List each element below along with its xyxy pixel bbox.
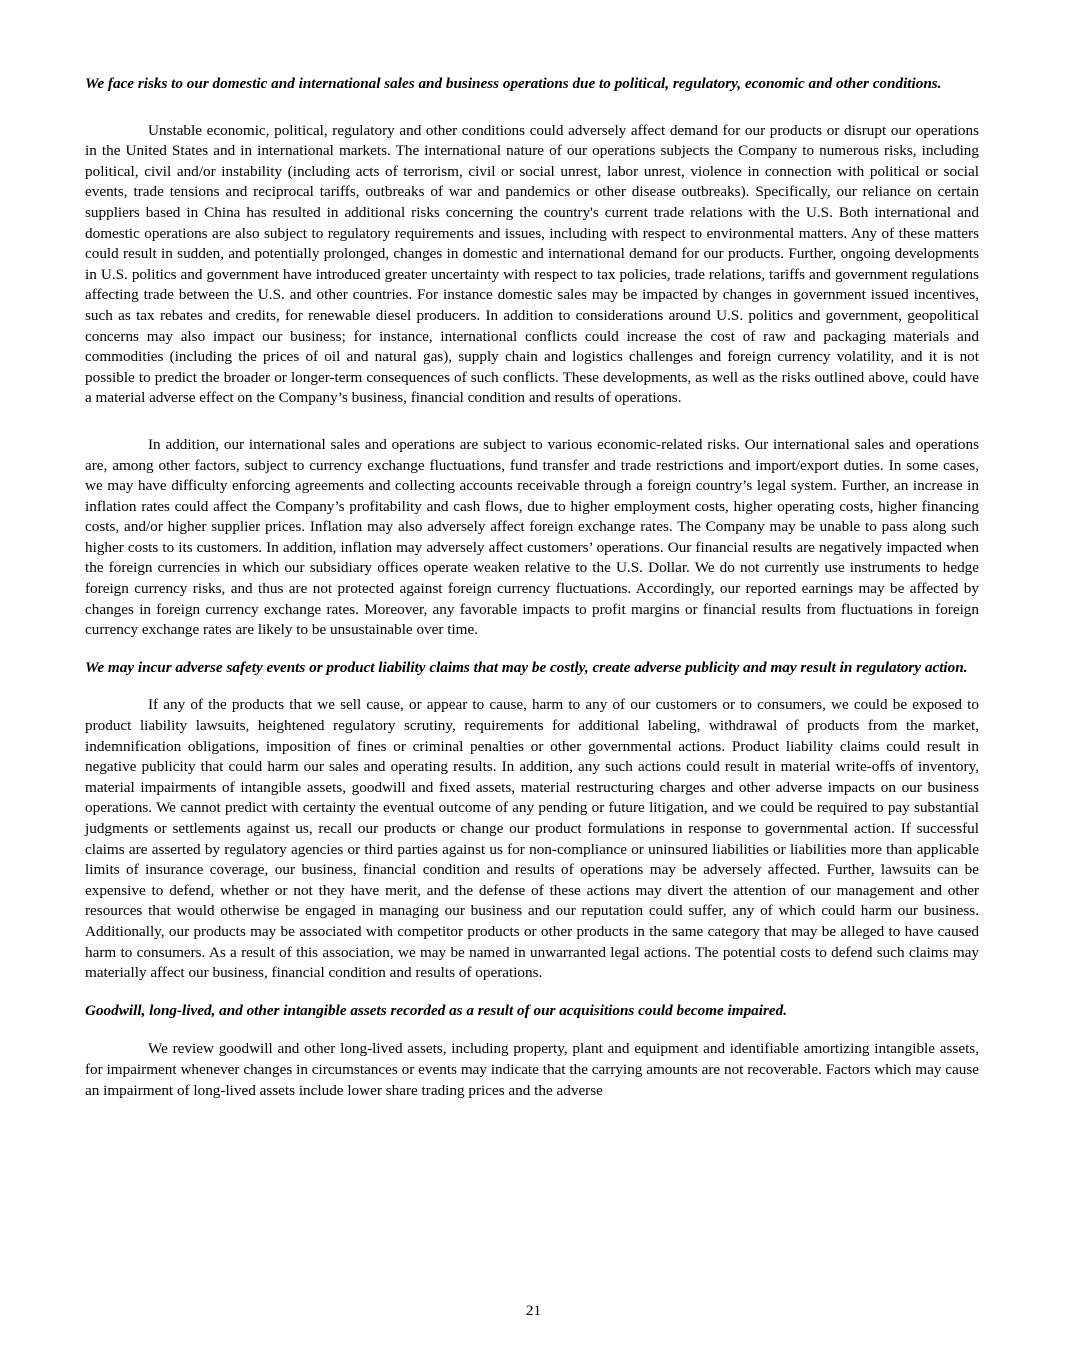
document-page (85, 74, 979, 1101)
section-heading-goodwill-impairment: Goodwill, long-lived, and other intangible assets recorded as a result of our acquisitions could become impaired. (85, 1001, 788, 1019)
paragraph-political-risks: Unstable economic, political, regulatory and other conditions could adversely affect demand for our products or disrupt our operations in the United States and in international markets. The international nature of our operations subjects the Company to numerous risks, including political, civil and/or instability (including acts of terrorism, civil or social unrest, labor unrest, violence in connection with political or social events, trade tensions and reciprocal tariffs, outbreaks of war and pandemics or other disease outbreaks). Specifically, our reliance on certain suppliers based in China has resulted in additional risks concerning the country's current trade relations with the U.S. Both international and domestic operations are also subject to regulatory requirements and issues, including with respect to environmental matters. Any of these matters could result in sudden, and potentially prolonged, changes in domestic and international demand for our products. Further, ongoing developments in U.S. politics and government have introduced greater uncertainty with respect to tax policies, trade relations, tariffs and government regulations affecting trade between the U.S. and other countries. For instance domestic sales may be impacted by changes in government issued incentives, such as tax rebates and credits, for renewable diesel producers. In addition to considerations around U.S. politics and government, geopolitical concerns may also impact our business; for instance, international conflicts could increase the cost of raw and packaging materials and commodities (including the prices of oil and natural gas), supply chain and logistics challenges and foreign currency volatility, and it is not possible to predict the broader or longer-term consequences of such conflicts. These developments, as well as the risks outlined above, could have a material adverse effect on the Company’s business, financial condition and results of operations. (85, 121, 979, 407)
paragraph-goodwill-impairment: We review goodwill and other long-lived assets, including property, plant and equipment and identifiable amortizing intangible assets, for impairment whenever changes in circumstances or events may indicate that the carrying amounts are not recoverable. Factors which may cause an impairment of long-lived assets include lower share trading prices and the adverse (85, 1040, 979, 1099)
section-heading-political-risks: We face risks to our domestic and international sales and business operations due to political, regulatory, economic and other conditions. (85, 75, 942, 92)
section-heading-product-liability: We may incur adverse safety events or product liability claims that may be costly, create adverse publicity and may result in regulatory action. (85, 658, 968, 676)
paragraph-economic-risks: In addition, our international sales and operations are subject to various economic-related risks. Our international sales and operations are, among other factors, subject to currency exchange fluctuations, fund transfer and trade restrictions and import/export duties. In some cases, we may have difficulty enforcing agreements and collecting accounts receivable through a foreign country’s legal system. Further, an increase in inflation rates could affect the Company’s profitability and cash flows, due to higher employment costs, higher operating costs, higher financing costs, and/or higher supplier prices. Inflation may also adversely affect foreign exchange rates. The Company may be unable to pass along such higher costs to its customers. In addition, inflation may adversely affect customers’ operations. Our financial results are negatively impacted when the foreign currencies in which our subsidiary offices operate weaken relative to the U.S. Dollar. We do not currently use instruments to hedge foreign currency risks, and thus are not protected against foreign currency fluctuations. Accordingly, our reported earnings may be affected by changes in foreign currency exchange rates. Moreover, any favorable impacts to profit margins or financial results from fluctuations in foreign currency exchange rates are likely to be unsustainable over time. (85, 435, 979, 639)
paragraph-product-liability: If any of the products that we sell cause, or appear to cause, harm to any of our customers or to consumers, we could be exposed to product liability lawsuits, heightened regulatory scrutiny, requirements for additional labeling, withdrawal of products from the market, indemnification obligations, imposition of fines or criminal penalties or other governmental actions. Product liability claims could result in negative publicity that could harm our sales and operating results. In addition, any such actions could result in material write-offs of inventory, material impairments of intangible assets, goodwill and fixed assets, material restructuring charges and other adverse impacts on our business operations. We cannot predict with certainty the eventual outcome of any pending or future litigation, and we could be required to pay substantial judgments or settlements against us, recall our products or change our product formulations in response to governmental action. If successful claims are asserted by regulatory agencies or third parties against us for non-compliance or uninsured liabilities or liabilities more than applicable limits of insurance coverage, our business, financial condition and results of operations may be adversely affected. Further, lawsuits can be expensive to defend, whether or not they have merit, and the defense of these actions may divert the attention of our management and other resources that would otherwise be engaged in managing our business and our reputation could suffer, any of which could harm our business. Additionally, our products may be associated with competitor products or other products in the same category that may be alleged to have caused harm to consumers. As a result of this association, we may be named in unwarranted legal actions. The potential costs to defend such claims may materially affect our business, financial condition and results of operations. (85, 696, 979, 982)
page-number: 21 (525, 1302, 542, 1319)
